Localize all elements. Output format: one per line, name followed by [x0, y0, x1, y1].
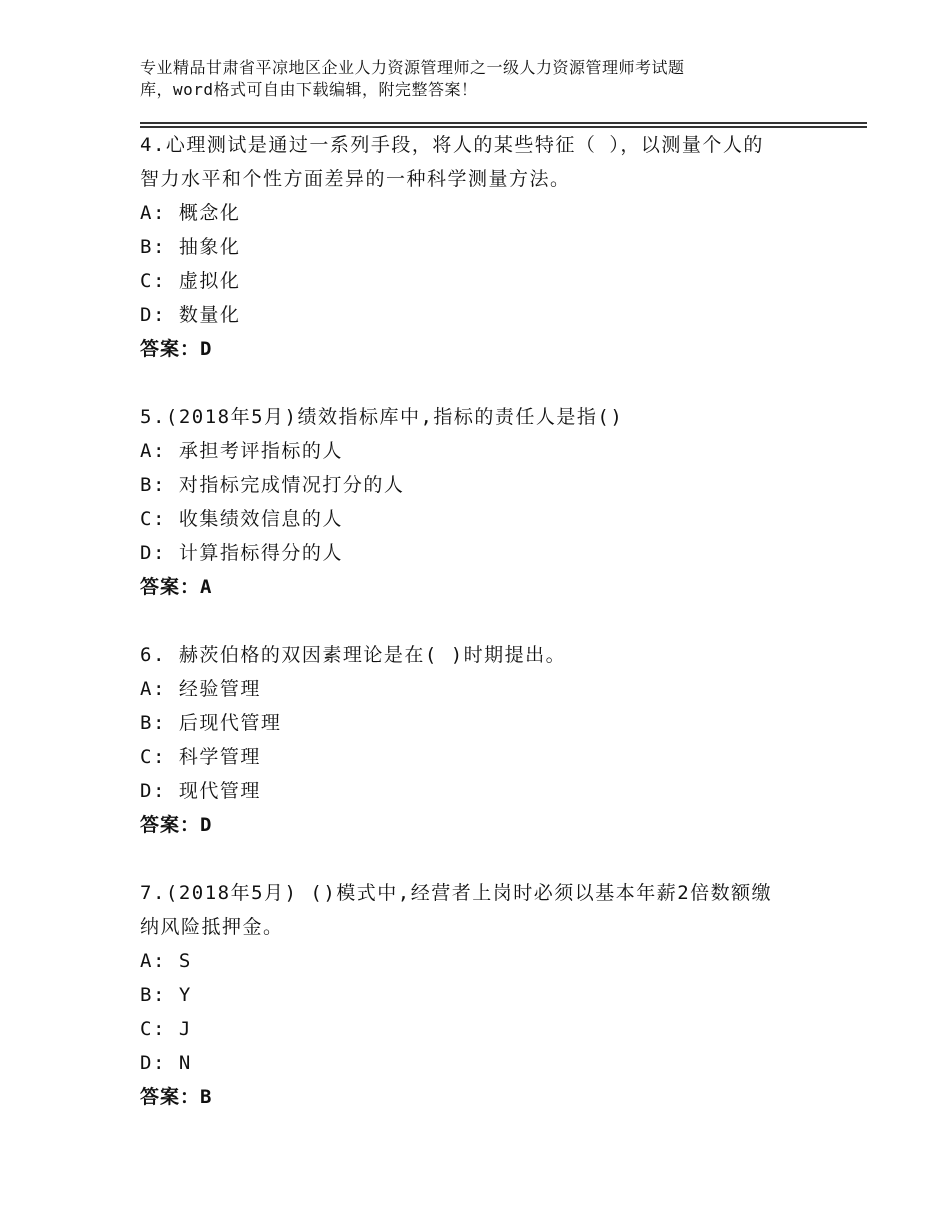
- question-4-option-b: B: 抽象化: [140, 236, 241, 258]
- question-4-text-line-1: 4.心理测试是通过一系列手段，将人的某些特征（ ），以测量个人的: [140, 134, 764, 156]
- question-6-answer: 答案：D: [140, 814, 213, 836]
- question-7-text-line-2: 纳风险抵押金。: [140, 916, 284, 938]
- question-block-5: [140, 400, 840, 604]
- question-5-option-b: B: 对指标完成情况打分的人: [140, 474, 405, 496]
- question-5-text-line-1: 5.(2018年5月)绩效指标库中,指标的责任人是指(): [140, 406, 624, 428]
- document-header: [140, 57, 820, 101]
- question-4-option-d: D: 数量化: [140, 304, 241, 326]
- question-4-answer: 答案：D: [140, 338, 213, 360]
- question-list: [140, 128, 840, 1114]
- question-7-text-line-1: 7.(2018年5月) ()模式中,经营者上岗时必须以基本年薪2倍数额缴: [140, 882, 773, 904]
- header-line-1: 专业精品甘肃省平凉地区企业人力资源管理师之一级人力资源管理师考试题: [140, 58, 685, 77]
- question-5-option-a: A: 承担考评指标的人: [140, 440, 343, 462]
- question-block-6: [140, 638, 840, 842]
- spacer: [140, 842, 840, 876]
- question-block-7: [140, 876, 840, 1114]
- question-7-option-a: A: S: [140, 950, 192, 972]
- question-6-option-b: B: 后现代管理: [140, 712, 282, 734]
- question-6-text-line-1: 6. 赫茨伯格的双因素理论是在( )时期提出。: [140, 644, 567, 666]
- question-5-option-d: D: 计算指标得分的人: [140, 542, 343, 564]
- question-4-text-line-2: 智力水平和个性方面差异的一种科学测量方法。: [140, 168, 571, 190]
- question-5-answer: 答案：A: [140, 576, 213, 598]
- question-6-option-d: D: 现代管理: [140, 780, 261, 802]
- header-line-2: 库，word格式可自由下载编辑，附完整答案！: [140, 80, 478, 99]
- spacer: [140, 366, 840, 400]
- question-7-option-d: D: N: [140, 1052, 192, 1074]
- question-6-option-a: A: 经验管理: [140, 678, 261, 700]
- question-4-option-a: A: 概念化: [140, 202, 241, 224]
- header-rule-top: [140, 122, 867, 124]
- question-4-option-c: C: 虚拟化: [140, 270, 241, 292]
- question-5-option-c: C: 收集绩效信息的人: [140, 508, 343, 530]
- question-block-4: [140, 128, 840, 366]
- question-7-option-c: C: J: [140, 1018, 192, 1040]
- spacer: [140, 604, 840, 638]
- question-6-option-c: C: 科学管理: [140, 746, 261, 768]
- question-7-answer: 答案：B: [140, 1086, 213, 1108]
- question-7-option-b: B: Y: [140, 984, 192, 1006]
